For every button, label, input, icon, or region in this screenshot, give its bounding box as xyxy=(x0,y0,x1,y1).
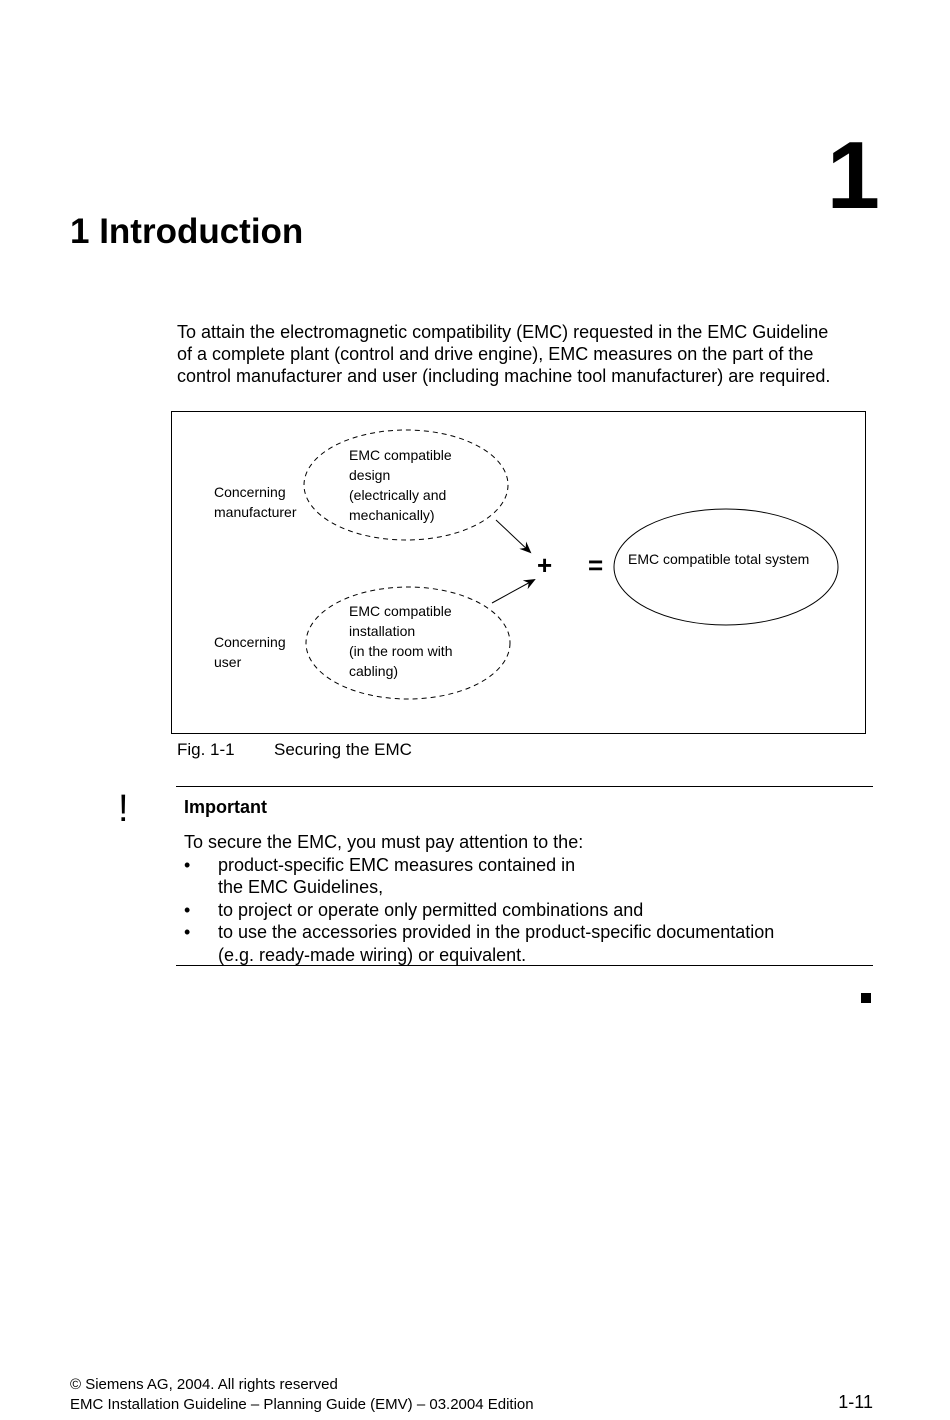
chapter-number: 1 xyxy=(826,122,880,229)
important-body xyxy=(184,831,874,966)
list-item: • to project or operate only permitted combinations and xyxy=(184,899,644,920)
intro-line: of a complete plant (control and drive engine), EMC measures on the part of the xyxy=(177,344,814,364)
footer-copyright: © Siemens AG, 2004. All rights reserved xyxy=(70,1376,338,1393)
end-of-chapter-mark xyxy=(861,993,871,1003)
intro-paragraph xyxy=(177,321,877,387)
bullet-icon: • xyxy=(184,922,191,942)
figure-diagram xyxy=(172,412,867,735)
equals-sign: = xyxy=(588,550,604,580)
important-title: Important xyxy=(184,797,267,817)
page-number: 1-11 xyxy=(838,1392,873,1412)
design-ellipse-text: EMC compatible design (electrically and mechanically) xyxy=(349,447,452,523)
footer-doc-title: EMC Installation Guideline – Planning Guide (EMV) – 03.2004 Edition xyxy=(70,1396,534,1413)
design-arrow xyxy=(496,520,530,552)
intro-line: To attain the electromagnetic compatibility (EMC) requested in the EMC Guideline xyxy=(177,322,829,342)
chapter-title: 1 Introduction xyxy=(70,212,304,251)
figure-caption-label: Fig. 1-1 xyxy=(177,740,235,759)
important-top-rule xyxy=(176,786,873,787)
important-list xyxy=(184,854,874,967)
list-item: • to use the accessories provided in the product-specific documentation (e.g. ready-made wiring) or equivalent. xyxy=(184,922,775,965)
plus-sign: + xyxy=(537,550,553,580)
bullet-icon: • xyxy=(184,899,191,920)
manufacturer-label: Concerning manufacturer xyxy=(214,484,297,520)
installation-arrow xyxy=(492,580,534,603)
intro-line: control manufacturer and user (including machine tool manufacturer) are required. xyxy=(177,366,831,386)
bullet-icon: • xyxy=(184,854,191,875)
list-item: • product-specific EMC measures contained in the EMC Guidelines, xyxy=(184,854,576,897)
emc-figure xyxy=(171,411,866,734)
installation-ellipse-text: EMC compatible installation (in the room with cabling) xyxy=(349,603,453,679)
total-system-text: EMC compatible total system xyxy=(628,551,810,567)
figure-caption-text: Securing the EMC xyxy=(274,740,412,759)
user-label: Concerning user xyxy=(214,634,286,670)
important-lead: To secure the EMC, you must pay attention to the: xyxy=(184,832,584,852)
important-bottom-rule xyxy=(176,965,873,966)
warning-icon: ! xyxy=(118,788,129,830)
figure-caption xyxy=(177,740,412,760)
